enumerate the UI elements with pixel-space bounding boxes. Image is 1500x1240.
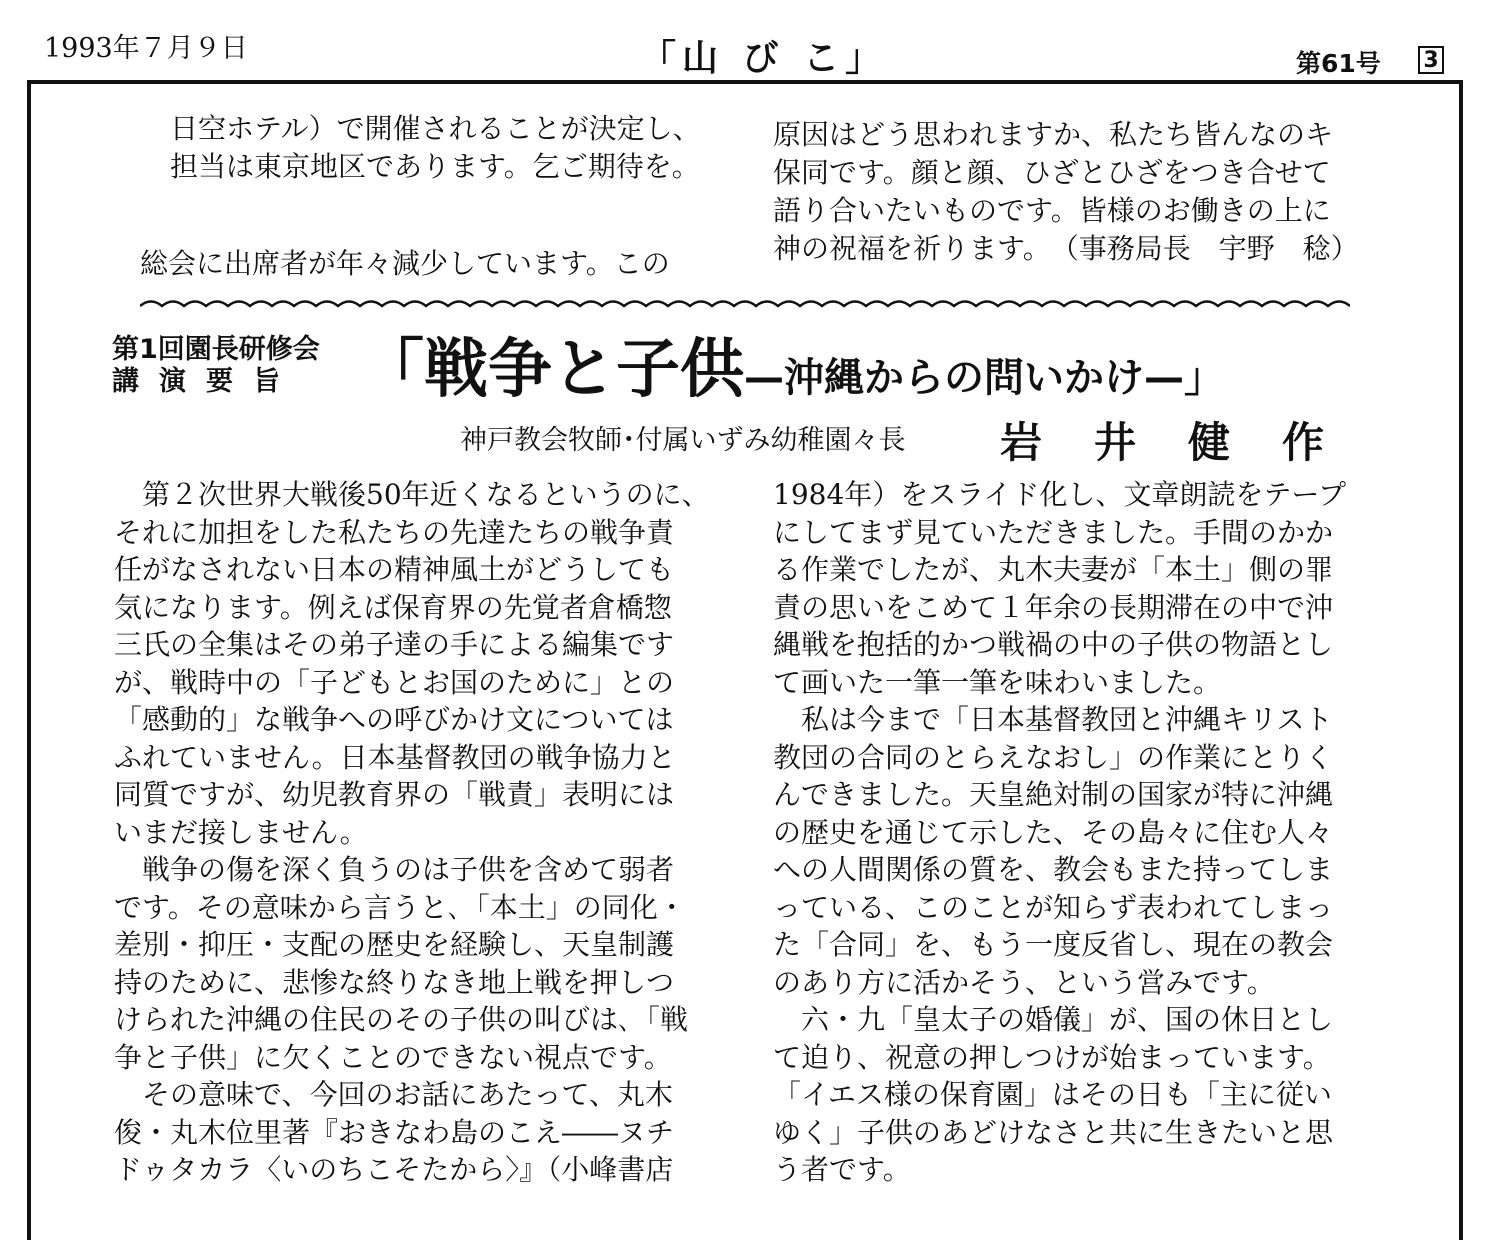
text-line: 争と子供」に欠くことのできない視点です。 xyxy=(114,1040,672,1074)
text-line: が、戦時中の「子どもとお国のために」との xyxy=(114,665,675,699)
text-line: 神の祝福を祈ります。 （事務局長 宇野 稔） xyxy=(773,232,1359,265)
text-line: ドゥタカラ〈いのちこそたから〉』（小峰書店 xyxy=(114,1153,674,1186)
text-line: 原因はどう思われますか、私たち皆んなのキ xyxy=(773,118,1334,151)
text-line: 戦争の傷を深く負うのは子供を含めて弱者 xyxy=(114,853,675,886)
text-line: けられた沖縄の住民のその子供の叫びは､「戦 xyxy=(114,1003,689,1036)
text-line: 三氏の全集はその弟子達の手による編集です xyxy=(114,628,675,661)
text-line: う者です。 xyxy=(773,1153,911,1186)
text-line: 責の思いをこめて１年余の長期滞在の中で沖 xyxy=(773,590,1334,624)
kicker-line-1: 第1回園長研修会 xyxy=(112,334,320,365)
text-line: 1984年）をスライド化し、文章朗読をテープ xyxy=(773,478,1347,511)
text-line: 同質ですが、幼児教育界の「戦責」表明には xyxy=(114,778,675,811)
headline-subtitle: —沖縄からの問いかけ—」 xyxy=(744,355,1224,401)
text-line: にしてまず見ていただきました。手間のかか xyxy=(773,515,1334,549)
text-line: 日空ホテル）で開催されることが決定し、 xyxy=(170,112,701,145)
text-line: 担当は東京地区であります。乞ご期待を。 xyxy=(170,150,700,183)
text-line: 気になります。例えば保育界の先覚者倉橋惣 xyxy=(114,590,672,624)
text-line: 俊・丸木位里著『おきなわ島のこえ――ヌチ xyxy=(114,1115,675,1149)
text-line: 差別・抑圧・支配の歴史を経験し、天皇制護 xyxy=(114,928,675,961)
text-line: て迫り、祝意の押しつけが始まっています。 xyxy=(773,1040,1331,1074)
text-line: 任がなされない日本の精神風土がどうしても xyxy=(114,553,675,586)
text-line: 私は今まで「日本基督教団と沖縄キリスト xyxy=(773,703,1333,736)
issue-number: 第61号 xyxy=(1296,49,1381,78)
text-line: 教団の合同のとらえなおし」の作業にとりく xyxy=(773,740,1334,774)
text-line: への人間関係の質を、教会もまた持ってしま xyxy=(773,853,1334,886)
prev-article-left-column-continued xyxy=(140,245,670,283)
text-line: 持のために、悲惨な終りなき地上戦を押しつ xyxy=(114,965,675,999)
prev-article-right-column xyxy=(773,116,1359,268)
text-line: ふれていません。日本基督教団の戦争協力と xyxy=(114,740,676,774)
text-line: です。その意味から言うと､「本土」の同化・ xyxy=(114,890,686,924)
text-line: っている、このことが知らず表われてしまっ xyxy=(773,890,1334,924)
text-line: 「感動的」な戦争への呼びかけ文については xyxy=(114,703,674,736)
author-affiliation: 神戸教会牧師･付属いずみ幼稚園々長 xyxy=(460,425,906,456)
text-line: んできました。天皇絶対制の国家が特に沖縄 xyxy=(773,778,1334,811)
text-line: 「イエス様の保育園」はその日も「主に従い xyxy=(773,1078,1332,1111)
kicker-line-2: 講演要旨 xyxy=(112,366,300,397)
article-kicker xyxy=(112,334,320,398)
prev-article-left-column xyxy=(170,110,701,186)
text-line: 縄戦を抱括的かつ戦禍の中の子供の物語とし xyxy=(773,628,1334,661)
text-line: る作業でしたが、丸木夫妻が「本土」側の罪 xyxy=(773,553,1334,586)
article-headline xyxy=(360,330,1224,418)
text-line: 保同です。顔と顔、ひざとひざをつき合せて xyxy=(773,156,1331,189)
newsletter-title: 「山 び こ」 xyxy=(640,38,888,79)
text-line: ゆく」子供のあどけなさと共に生きたいと思 xyxy=(773,1115,1334,1149)
issue-date: 1993年７月９日 xyxy=(44,33,248,64)
text-line: 語り合いたいものです。皆様のお働きの上に xyxy=(773,194,1331,227)
wavy-divider xyxy=(140,296,1350,320)
text-line: 総会に出席者が年々減少しています。この xyxy=(140,247,670,280)
article-right-column xyxy=(773,476,1346,1189)
page-number-box: 3 xyxy=(1418,46,1444,74)
text-line: 六・九「皇太子の婚儀」が、国の休日とし xyxy=(773,1003,1334,1036)
text-line: いまだ接しません。 xyxy=(114,815,368,849)
text-line: のあり方に活かそう、という営みです。 xyxy=(773,965,1275,999)
text-line: その意味で、今回のお話にあたって、丸木 xyxy=(114,1078,673,1111)
text-line: て画いた一筆一筆を味わいました。 xyxy=(773,665,1222,699)
text-line: それに加担をした私たちの先達たちの戦争責 xyxy=(114,515,675,549)
text-line: の歴史を通じて示した、その島々に住む人々 xyxy=(773,815,1334,849)
text-line: た「合同」を、もう一度反省し、現在の教会 xyxy=(773,928,1334,961)
text-line: 第２次世界大戦後50年近くなるというのに、 xyxy=(114,478,710,511)
article-left-column xyxy=(114,476,710,1189)
headline-main: 「戦争と子供 xyxy=(360,333,744,407)
author-name: 岩井健作 xyxy=(1000,418,1377,467)
